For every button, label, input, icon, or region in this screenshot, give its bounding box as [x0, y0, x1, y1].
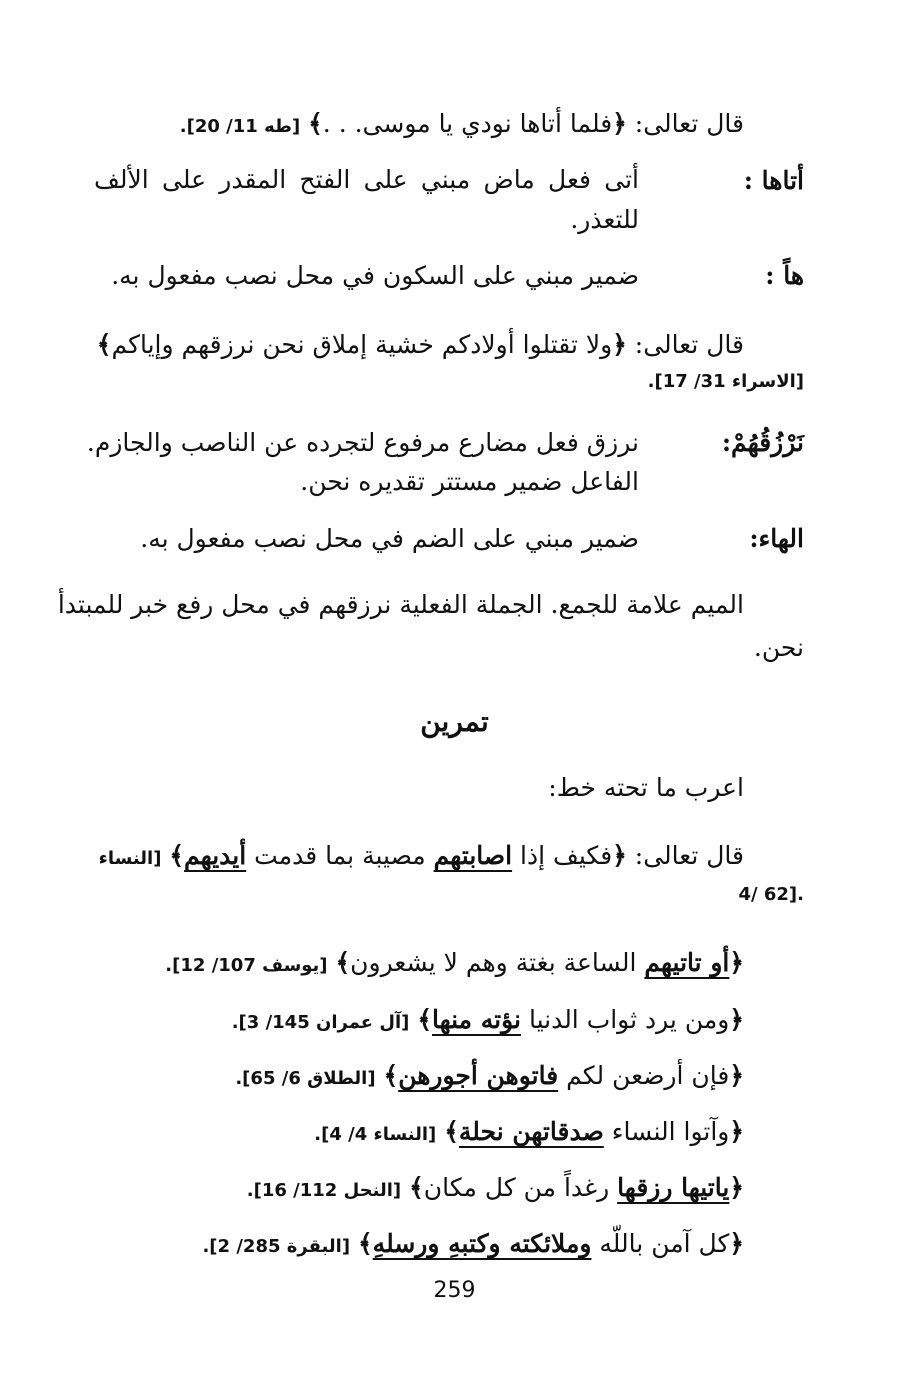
verse-intro: قال تعالى:	[634, 109, 744, 138]
entry-term-ha: هاً :	[765, 261, 804, 290]
underlined-phrase: وملائكته وكتبهِ ورسلهِ	[372, 1229, 592, 1258]
verse-2	[97, 327, 744, 363]
verse-reference: [النساء	[98, 848, 162, 869]
verse-bracket-open: ﴿	[729, 948, 744, 977]
verse-reference: [الطلاق 6/ 65].	[235, 1068, 376, 1089]
verse-reference: [النساء 4/ 4].	[314, 1124, 437, 1145]
verse-text: رغداً من كل مكان	[423, 1173, 610, 1202]
verse-2-reference: [الاسراء 31/ 17].	[647, 371, 804, 392]
verse-bracket-close: ﴾	[308, 109, 323, 138]
entry-term-narzuquhum: نَرْزُقُهُمْ:	[721, 428, 804, 457]
verse-bracket-open: ﴿	[729, 1117, 744, 1146]
underlined-phrase: أو تاتيهم	[644, 948, 730, 977]
exercise-title: تمرين	[420, 705, 489, 738]
underlined-word: أيديهم	[184, 841, 247, 870]
verse-bracket-open: ﴿	[729, 1005, 744, 1034]
exercise-item-1	[165, 945, 744, 984]
entry-def-ha: ضمير مبني على السكون في محل نصب مفعول به.	[111, 261, 639, 290]
entry-def-ataha: أتى فعل ماض مبني على الفتح المقدر على الألف للتعذر.	[94, 165, 639, 234]
exercise-item-5	[247, 1170, 744, 1209]
verse-text: فإن أرضعن لكم	[566, 1061, 730, 1090]
verse-bracket-open: ﴿	[612, 109, 627, 138]
verse-bracket-open: ﴿	[729, 1173, 744, 1202]
underlined-phrase: نؤته منها	[431, 1005, 521, 1034]
paragraph-meem-1: الميم علامة للجمع. الجملة الفعلية نرزقهم في محل رفع خبر للمبتدأ	[57, 590, 744, 619]
verse-text: فكيف إذا	[520, 841, 613, 870]
verse-text: ولا تقتلوا أولادكم خشية إملاق نحن نرزقهم وإياكم	[111, 330, 613, 359]
underlined-phrase: ياتيها رزقها	[617, 1173, 730, 1202]
verse-bracket-close: ﴾	[358, 1229, 373, 1258]
verse-bracket-close: ﴾	[417, 1005, 432, 1034]
verse-text: فلما أتاها نودي يا موسى. . .	[322, 109, 613, 138]
underlined-word: اصابتهم	[433, 841, 513, 870]
exercise-item-6	[202, 1226, 744, 1265]
exercise-instruction: اعرب ما تحته خط:	[548, 773, 744, 802]
exercise-item-4	[314, 1114, 744, 1153]
verse-bracket-close: ﴾	[409, 1173, 424, 1202]
verse-bracket-open: ﴿	[612, 841, 627, 870]
entry-term-haa: الهاء:	[749, 524, 804, 553]
verse-intro: قال تعالى:	[634, 330, 744, 359]
exercise-item-3	[235, 1058, 744, 1097]
exercise-item-2	[232, 1002, 744, 1041]
verse-text: الساعة بغتة وهم لا يشعرون	[350, 948, 637, 977]
verse-text: كل آمن باللّه	[599, 1229, 730, 1258]
underlined-phrase: فاتوهن أجورهن	[398, 1061, 559, 1090]
verse-bracket-close: ﴾	[96, 330, 112, 359]
verse-bracket-close: ﴾	[335, 948, 351, 977]
verse-bracket-close: ﴾	[444, 1117, 459, 1146]
underlined-phrase: صدقاتهن نحلة	[458, 1117, 604, 1146]
verse-reference: [البقرة 285/ 2].	[202, 1236, 351, 1257]
verse-1	[180, 106, 744, 145]
verse-text: مصيبة بما قدمت	[254, 841, 426, 870]
exercise-verse	[99, 838, 744, 877]
verse-intro: قال تعالى:	[634, 841, 744, 870]
verse-bracket-open: ﴿	[729, 1061, 744, 1090]
entry-def-haa: ضمير مبني على الضم في محل نصب مفعول به.	[140, 524, 639, 553]
verse-bracket-open: ﴿	[729, 1229, 744, 1258]
paragraph-meem-2: نحن.	[753, 633, 804, 662]
verse-bracket-close: ﴾	[383, 1061, 399, 1090]
verse-text: ومن يرد ثواب الدنيا	[528, 1005, 730, 1034]
page-number: 259	[433, 1278, 476, 1303]
entry-def-narzuquhum-2: الفاعل ضمير مستتر تقديره نحن.	[300, 467, 639, 496]
verse-reference: [يوسف 107/ 12].	[165, 955, 328, 976]
verse-reference: [النحل 112/ 16].	[246, 1180, 402, 1201]
verse-bracket-open: ﴿	[612, 330, 627, 359]
verse-reference: [آل عمران 145/ 3].	[231, 1012, 410, 1033]
verse-reference: [طه 11/ 20].	[179, 116, 301, 137]
exercise-verse-reference-2: 4/ 62].	[738, 884, 804, 905]
entry-def-narzuquhum-1: نرزق فعل مضارع مرفوع لتجرده عن الناصب والجازم.	[86, 428, 639, 457]
verse-text: وآتوا النساء	[611, 1117, 730, 1146]
verse-bracket-close: ﴾	[169, 841, 185, 870]
entry-term-ataha: أتاها :	[743, 166, 804, 195]
